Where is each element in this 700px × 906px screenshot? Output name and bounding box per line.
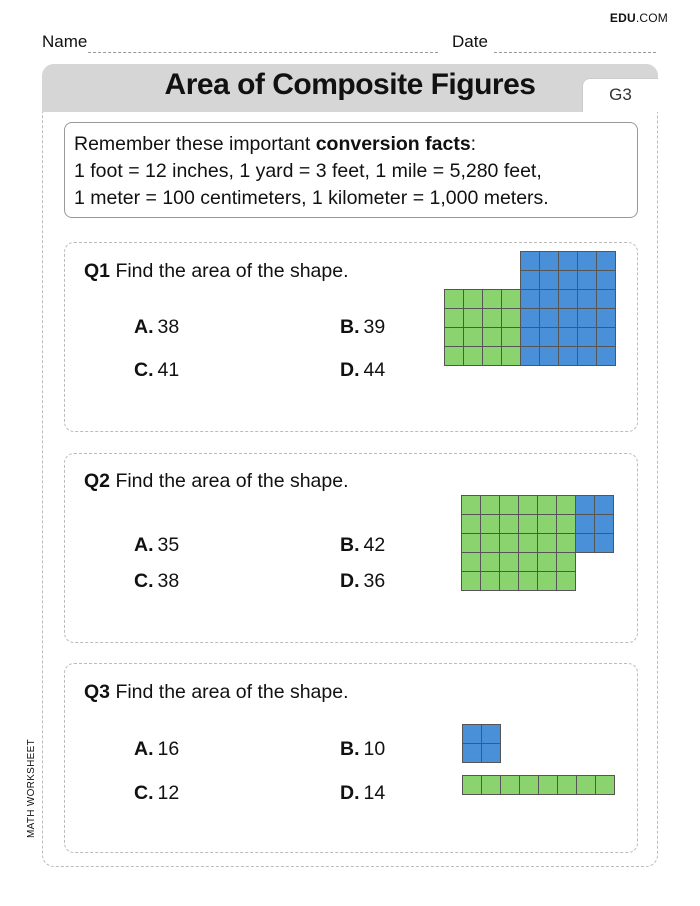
date-field-line xyxy=(494,52,656,53)
green-square xyxy=(537,495,557,515)
name-label: Name xyxy=(42,32,88,51)
blue-square xyxy=(520,270,540,290)
green-square xyxy=(518,571,538,591)
question-3-text: Q3 Find the area of the shape. xyxy=(84,681,349,703)
green-square xyxy=(501,346,521,366)
blue-square xyxy=(577,308,597,328)
green-square xyxy=(557,775,577,795)
q3-choice-c[interactable]: C. 12 xyxy=(134,782,180,804)
green-square xyxy=(463,289,483,309)
facts-line-3: 1 meter = 100 centimeters, 1 kilometer = 1,000 meters. xyxy=(74,187,549,209)
q1-choice-d[interactable]: D. 44 xyxy=(340,359,386,381)
green-square xyxy=(537,533,557,553)
green-square xyxy=(500,775,520,795)
blue-square xyxy=(462,724,482,744)
green-square xyxy=(461,514,481,534)
green-square xyxy=(556,495,576,515)
q1-choice-c[interactable]: C. 41 xyxy=(134,359,180,381)
green-square xyxy=(499,552,519,572)
blue-square xyxy=(539,308,559,328)
green-square xyxy=(518,495,538,515)
green-square xyxy=(482,289,502,309)
green-square xyxy=(444,289,464,309)
blue-square xyxy=(558,308,578,328)
blue-square xyxy=(539,289,559,309)
blue-square xyxy=(462,743,482,763)
green-square xyxy=(556,571,576,591)
green-square xyxy=(499,571,519,591)
blue-square xyxy=(596,289,616,309)
blue-square xyxy=(596,270,616,290)
blue-square xyxy=(520,251,540,271)
green-square xyxy=(537,514,557,534)
conversion-facts-box xyxy=(64,122,638,218)
blue-square xyxy=(577,289,597,309)
blue-square xyxy=(596,346,616,366)
q1-choice-a[interactable]: A. 38 xyxy=(134,316,180,338)
blue-square xyxy=(558,289,578,309)
green-square xyxy=(480,533,500,553)
green-square xyxy=(499,514,519,534)
blue-square xyxy=(520,346,540,366)
green-square xyxy=(556,552,576,572)
green-square xyxy=(481,775,501,795)
green-square xyxy=(482,346,502,366)
q3-choice-b[interactable]: B. 10 xyxy=(340,738,386,760)
q2-choice-c[interactable]: C. 38 xyxy=(134,570,180,592)
green-square xyxy=(461,571,481,591)
green-square xyxy=(461,552,481,572)
blue-square xyxy=(577,270,597,290)
green-square xyxy=(482,327,502,347)
side-label: MATH WORKSHEET xyxy=(26,738,37,838)
green-square xyxy=(463,308,483,328)
blue-square xyxy=(596,327,616,347)
date-label: Date xyxy=(452,32,488,51)
green-square xyxy=(501,327,521,347)
q2-choice-b[interactable]: B. 42 xyxy=(340,534,386,556)
blue-square xyxy=(594,514,614,534)
question-2-text: Q2 Find the area of the shape. xyxy=(84,470,349,492)
green-square xyxy=(461,533,481,553)
blue-square xyxy=(558,327,578,347)
facts-line-1: Remember these important conversion facts: xyxy=(74,133,477,155)
name-field-line xyxy=(88,52,438,53)
green-square xyxy=(444,346,464,366)
green-square xyxy=(463,327,483,347)
green-square xyxy=(556,533,576,553)
blue-square xyxy=(577,327,597,347)
q2-choice-a[interactable]: A. 35 xyxy=(134,534,180,556)
blue-square xyxy=(558,251,578,271)
blue-square xyxy=(575,495,595,515)
blue-square xyxy=(481,724,501,744)
blue-square xyxy=(539,346,559,366)
q2-choice-d[interactable]: D. 36 xyxy=(340,570,386,592)
blue-square xyxy=(539,251,559,271)
blue-square xyxy=(575,533,595,553)
green-square xyxy=(556,514,576,534)
green-square xyxy=(462,775,482,795)
green-square xyxy=(480,495,500,515)
green-square xyxy=(518,514,538,534)
green-square xyxy=(537,552,557,572)
blue-square xyxy=(558,346,578,366)
blue-square xyxy=(539,270,559,290)
blue-square xyxy=(481,743,501,763)
green-square xyxy=(595,775,615,795)
green-square xyxy=(538,775,558,795)
green-square xyxy=(501,308,521,328)
worksheet-title: Area of Composite Figures xyxy=(164,68,536,101)
green-square xyxy=(518,552,538,572)
blue-square xyxy=(594,495,614,515)
blue-square xyxy=(596,308,616,328)
green-square xyxy=(499,495,519,515)
q3-choice-a[interactable]: A. 16 xyxy=(134,738,180,760)
blue-square xyxy=(577,346,597,366)
green-square xyxy=(518,533,538,553)
green-square xyxy=(501,289,521,309)
question-1-text: Q1 Find the area of the shape. xyxy=(84,260,349,282)
blue-square xyxy=(596,251,616,271)
green-square xyxy=(482,308,502,328)
green-square xyxy=(499,533,519,553)
facts-line-2: 1 foot = 12 inches, 1 yard = 3 feet, 1 mile = 5,280 feet, xyxy=(74,160,542,182)
blue-square xyxy=(577,251,597,271)
green-square xyxy=(444,327,464,347)
green-square xyxy=(480,552,500,572)
brand-logo: EDU.COM xyxy=(609,11,668,25)
q3-choice-d[interactable]: D. 14 xyxy=(340,782,386,804)
green-square xyxy=(444,308,464,328)
blue-square xyxy=(558,270,578,290)
blue-square xyxy=(520,327,540,347)
q1-choice-b[interactable]: B. 39 xyxy=(340,316,386,338)
green-square xyxy=(576,775,596,795)
grade-badge: G3 xyxy=(582,78,658,112)
green-square xyxy=(537,571,557,591)
blue-square xyxy=(520,308,540,328)
blue-square xyxy=(520,289,540,309)
green-square xyxy=(461,495,481,515)
green-square xyxy=(463,346,483,366)
green-square xyxy=(480,571,500,591)
green-square xyxy=(519,775,539,795)
green-square xyxy=(480,514,500,534)
blue-square xyxy=(539,327,559,347)
blue-square xyxy=(594,533,614,553)
blue-square xyxy=(575,514,595,534)
